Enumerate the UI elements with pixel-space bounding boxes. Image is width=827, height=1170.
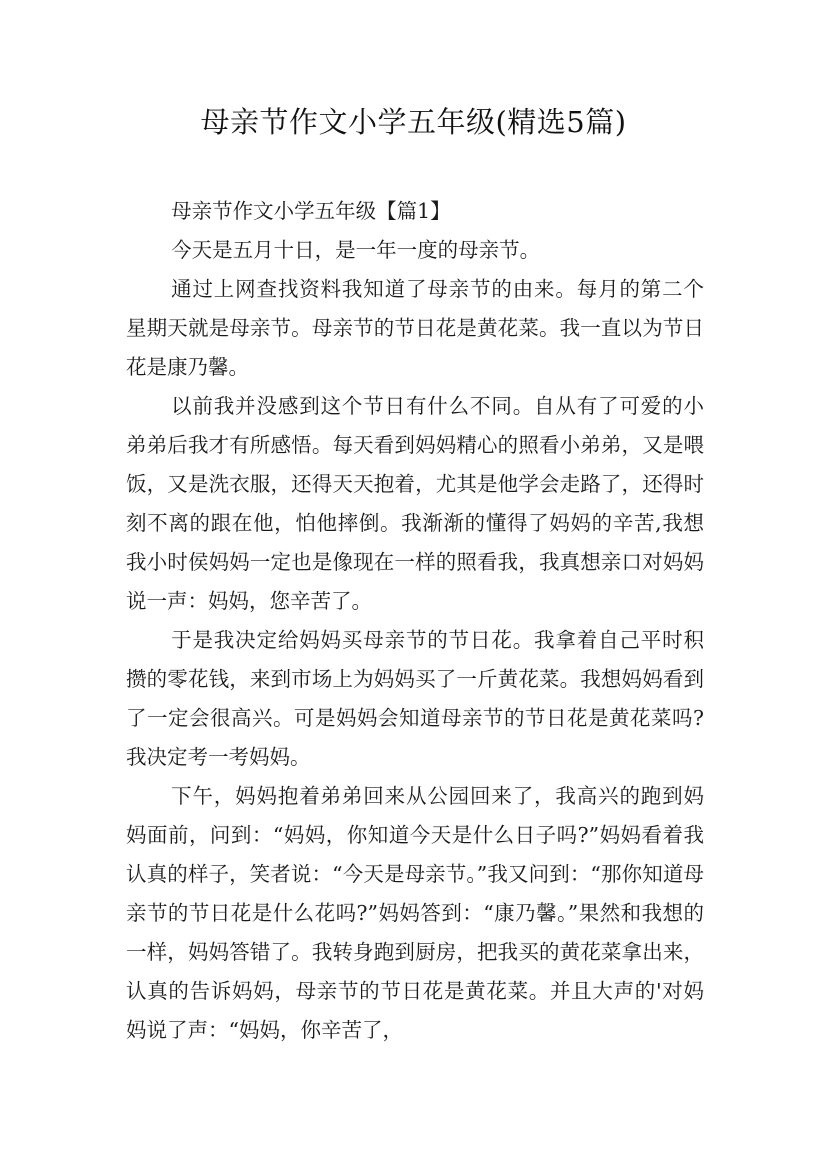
paragraph: 通过上网查找资料我知道了母亲节的由来。每月的第二个星期天就是母亲节。母亲节的节日花是黄花菜。我一直以为节日花是康乃馨。 xyxy=(126,277,704,379)
paragraph: 于是我决定给妈妈买母亲节的节日花。我拿着自己平时积攒的零花钱，来到市场上为妈妈买了一斤黄花菜。我想妈妈看到了一定会很高兴。可是妈妈会知道母亲节的节日花是黄花菜吗?我决定考一考妈妈。 xyxy=(126,628,704,769)
document-title: 母亲节作文小学五年级(精选5篇) xyxy=(200,105,627,139)
document-body xyxy=(126,192,704,1050)
section-heading: 母亲节作文小学五年级【篇1】 xyxy=(171,199,451,223)
paragraph: 下午，妈妈抱着弟弟回来从公园回来了，我高兴的跑到妈妈面前，问到：“妈妈，你知道今天是什么日子吗?”妈妈看着我认真的样子，笑者说：“今天是母亲节。”我又问到：“那你知道母亲节的节日花是什么花吗?”妈妈答到：“康乃馨。”果然和我想的一样，妈妈答错了。我转身跑到厨房，把我买的黄花菜拿出来，认真的告诉妈妈，母亲节的节日花是黄花菜。并且大声的'对妈妈说了声：“妈妈，你辛苦了， xyxy=(126,784,704,1042)
paragraph: 今天是五月十日，是一年一度的母亲节。 xyxy=(171,238,541,262)
paragraph: 以前我并没感到这个节日有什么不同。自从有了可爱的小弟弟后我才有所感悟。每天看到妈妈精心的照看小弟弟，又是喂饭，又是洗衣服，还得天天抱着，尤其是他学会走路了，还得时刻不离的跟在他，怕他摔倒。我渐渐的懂得了妈妈的辛苦,我想我小时侯妈妈一定也是像现在一样的照看我，我真想亲口对妈妈说一声：妈妈，您辛苦了。 xyxy=(126,394,704,613)
